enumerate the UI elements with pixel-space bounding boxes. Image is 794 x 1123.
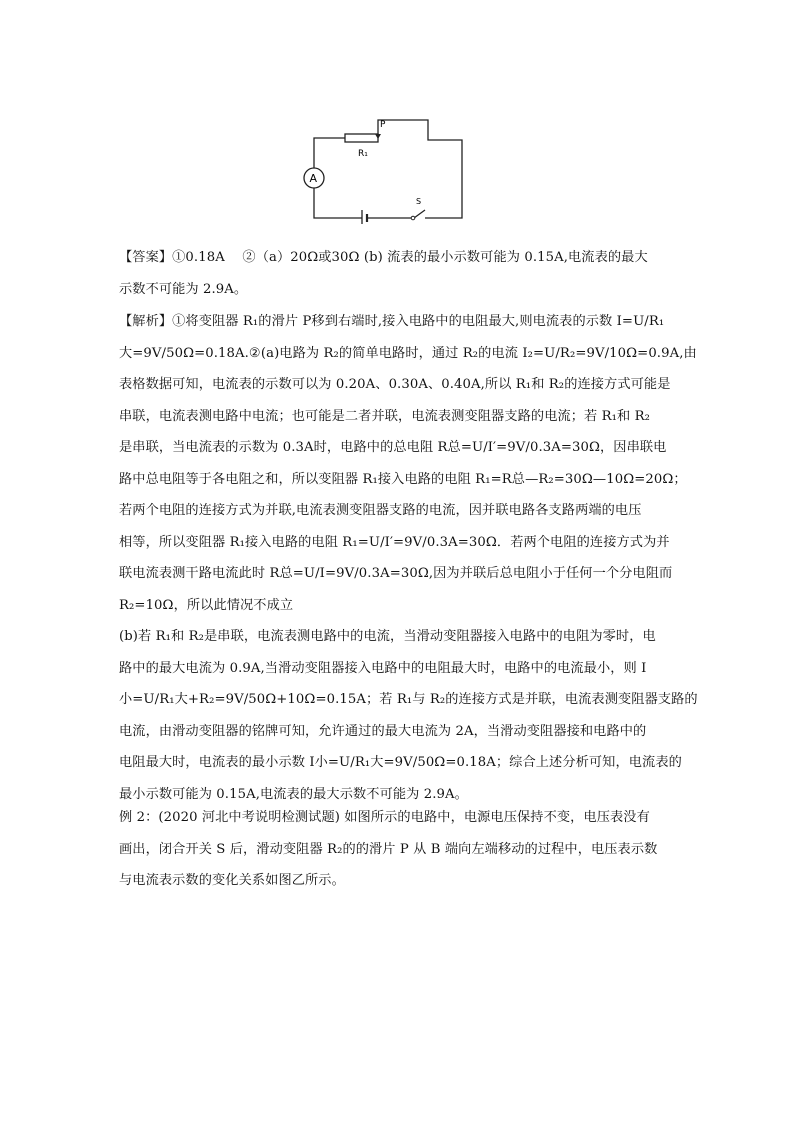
switch-blade (414, 210, 425, 218)
resistor-r1 (345, 134, 378, 142)
wire-left-top (314, 138, 345, 168)
analysis-line: 是串联，当电流表的示数为 0.3A时，电路中的总电阻 R总=U/I′=9V/0.3A=30Ω，因串联电 (119, 440, 667, 455)
analysis-line: 【解析】①将变阻器 R₁的滑片 P移到右端时,接入电路中的电阻最大,则电流表的示数 I=U/R₁ (119, 314, 665, 329)
resistor-label: R₁ (358, 149, 368, 159)
analysis-line: (b)若 R₁和 R₂是串联，电流表测电路中的电流，当滑动变阻器接入电路中的电阻为零时，电 (119, 629, 656, 644)
circuit-diagram (290, 112, 475, 224)
analysis-line: 路中的最大电流为 0.9A,当滑动变阻器接入电路中的电阻最大时，电路中的电流最小，则 I (119, 660, 647, 676)
answer-section (119, 242, 679, 305)
analysis-line: 联电流表测干路电流此时 R总=U/I=9V/0.3A=30Ω,因为并联后总电阻小于任何一个分电阻而 (119, 566, 673, 581)
analysis-line: 相等，所以变阻器 R₁接入电路的电阻 R₁=U/I′=9V/0.3A=30Ω．若两个电阻的连接方式为并 (119, 534, 670, 550)
analysis-line: 小=U/R₁大+R₂=9V/50Ω+10Ω=0.15A；若 R₁与 R₂的连接方式是并联，电流表测变阻器支路的 (119, 692, 698, 707)
switch-label: S (416, 197, 422, 206)
wire-left-bottom (314, 188, 345, 218)
analysis-line: 电流，由滑动变阻器的铭牌可知，允许通过的最大电流为 2A，当滑动变阻器接和电路中的 (119, 723, 647, 739)
analysis-section (119, 306, 698, 810)
answer-line: 【答案】①0.18A ②（a）20Ω或30Ω (b) 流表的最小示数可能为 0.15A,电流表的最大 (119, 250, 648, 265)
analysis-line: 最小示数可能为 0.15A,电流表的最大示数不可能为 2.9A。 (119, 786, 468, 802)
example-line: 例 2：(2020 河北中考说明检测试题) 如图所示的电路中，电源电压保持不变，电压表没有 (119, 810, 650, 825)
analysis-line: 电阻最大时，电流表的最小示数 I小=U/R₁大=9V/50Ω=0.18A；综合上述分析可知，电流表的 (119, 755, 682, 770)
answer-line: 示数不可能为 2.9A。 (119, 281, 248, 297)
analysis-line: R₂=10Ω，所以此情况不成立 (119, 597, 294, 613)
example-line: 与电流表示数的变化关系如图乙所示。 (119, 873, 345, 888)
ammeter-label: A (309, 172, 318, 185)
analysis-line: 若两个电阻的连接方式为并联,电流表测变阻器支路的电流，因并联电路各支路两端的电压 (119, 503, 642, 518)
example-section (119, 802, 679, 897)
example-line: 画出，闭合开关 S 后，滑动变阻器 R₂的的滑片 P 从 B 端向左端移动的过程中，电压表示数 (119, 841, 658, 857)
analysis-line: 大=9V/50Ω=0.18A.②(a)电路为 R₂的简单电路时，通过 R₂的电流 I₂=U/R₂=9V/10Ω=0.9A,由 (119, 345, 697, 361)
analysis-line: 串联，电流表测电路中电流；也可能是二者并联，电流表测变阻器支路的电流；若 R₁和 R₂ (119, 408, 651, 424)
analysis-line: 路中总电阻等于各电阻之和，所以变阻器 R₁接入电路的电阻 R₁=R总—R₂=30Ω—10Ω=20Ω； (119, 471, 687, 487)
analysis-line: 表格数据可知，电流表的示数可以为 0.20A、0.30A、0.40A,所以 R₁和 R₂的连接方式可能是 (119, 377, 671, 392)
slider-label: P (380, 120, 386, 130)
